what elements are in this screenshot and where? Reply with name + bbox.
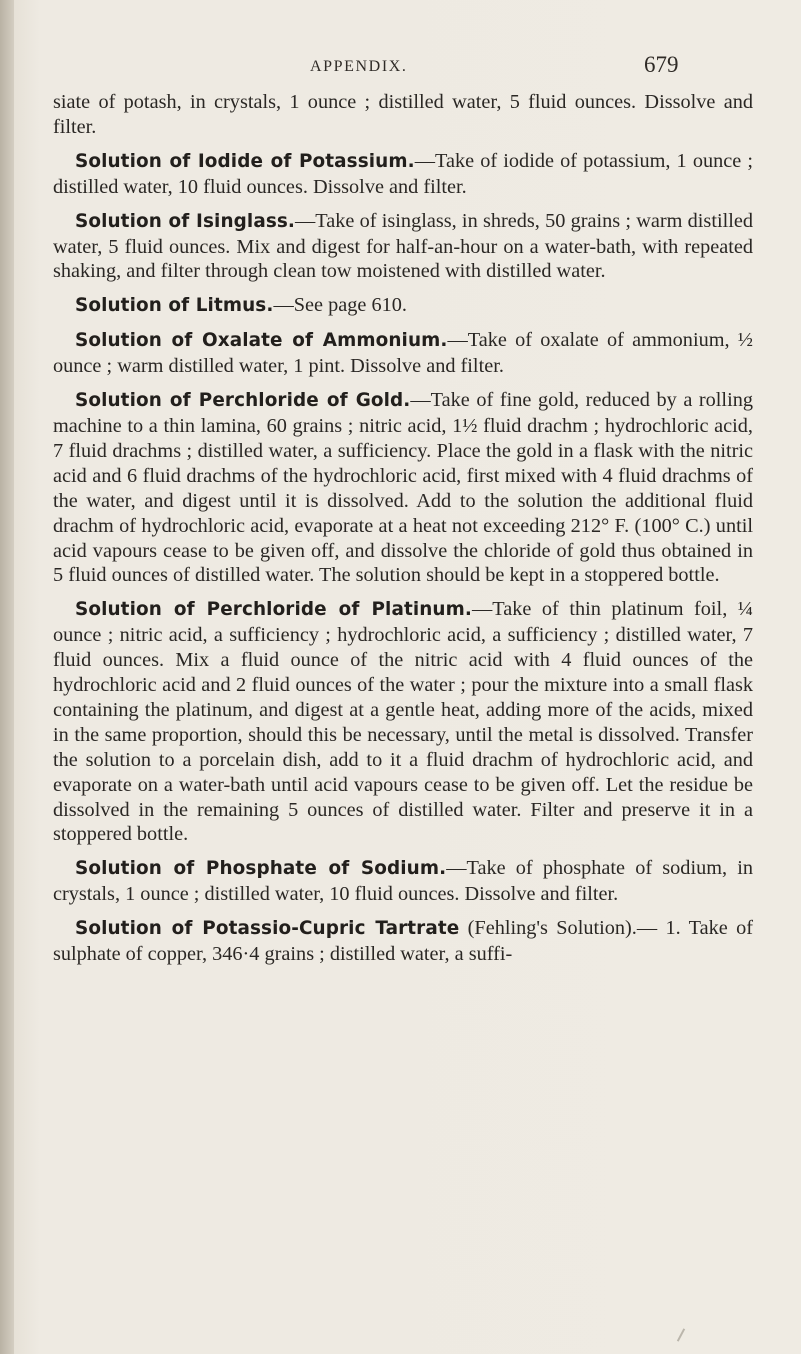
entry-body: —Take of thin platinum foil, ¼ ounce ; nitric acid, a sufficiency ; hydrochloric acid, a sufficiency ; distilled water, 7 fluid ounces. Mix a fluid ounce of the nitric acid with 4 fluid ounces of the hydrochloric acid and 2 fluid ounces of the water ; pour the mixture into a small flask containing the platinum, and digest at a gentle heat, adding more of the acids, mixed in the same proportion, should this be necessary, until the metal is dissolved. Transfer the solution to a porcelain dish, add to it a fluid drachm of hydrochloric acid, and evaporate on a water-bath until acid vapours cease to be given off. Let the residue be dissolved in the remaining 5 ounces of distilled water. Filter and preserve it in a stoppered bottle. (53, 598, 753, 846)
continued-paragraph: siate of potash, in crystals, 1 ounce ; distilled water, 5 fluid ounces. Dissolve and filter. (53, 91, 753, 138)
page-number: 679 (644, 52, 679, 77)
entry-heading: Solution of Potassio-Cupric Tartrate (75, 918, 460, 940)
entry-heading: Solution of Perchloride of Platinum. (75, 599, 472, 621)
binding-edge (0, 0, 14, 1354)
entry-heading: Solution of Litmus. (75, 295, 274, 317)
entry-litmus (53, 293, 753, 319)
entry-body: —Take of isinglass, in shreds, 50 grains ; warm distilled water, 5 fluid ounces. Mix and digest for half-an-hour on a water-bath, with repeated shaking, and filter through clean tow moistened with distilled water. (53, 209, 753, 283)
pencil-mark (677, 1328, 685, 1341)
entry-body: —Take of oxalate of ammonium, ½ ounce ; warm distilled water, 1 pint. Dissolve and filter. (53, 329, 753, 378)
entry-iodide-of-potassium (53, 149, 753, 200)
entry-heading: Solution of Phosphate of Sodium. (75, 858, 447, 880)
entry-phosphate-of-sodium (53, 856, 753, 907)
entry-heading: Solution of Oxalate of Ammonium. (75, 330, 448, 352)
page-text (53, 90, 753, 976)
entry-body: —Take of phosphate of sodium, in crystals, 1 ounce ; distilled water, 10 fluid ounces. Dissolve and filter. (53, 857, 754, 906)
running-title: APPENDIX. (310, 58, 408, 75)
entry-body: —Take of fine gold, reduced by a rolling machine to a thin lamina, 60 grains ; nitric acid, 1½ fluid drachm ; hydrochloric acid, 7 fluid drachms ; distilled water, a sufficiency. Place the gold in a flask with the nitric acid and 6 fluid drachms of the hydrochloric acid, first mixed with 4 fluid drachms of the water, and digest until it is dissolved. Add to the solution the additional fluid drachm of hydrochloric acid, evaporate at a heat not exceeding 212° F. (100° C.) until acid vapours cease to be given off, and dissolve the chloride of gold thus obtained in 5 fluid ounces of distilled water. The solution should be kept in a stoppered bottle. (53, 389, 753, 587)
entry-oxalate-of-ammonium (53, 328, 753, 379)
entry-potassio-cupric-tartrate (53, 916, 753, 967)
entry-perchloride-of-gold (53, 388, 753, 588)
entry-isinglass (53, 209, 753, 285)
entry-heading: Solution of Iodide of Potassium. (75, 150, 415, 172)
entry-heading: Solution of Perchloride of Gold. (75, 390, 411, 412)
entry-body: —Take of iodide of potassium, 1 ounce ; distilled water, 10 fluid ounces. Dissolve and filter. (53, 149, 753, 198)
entry-heading: Solution of Isinglass. (75, 210, 296, 232)
entry-body: (Fehling's Solution).— 1. Take of sulphate of copper, 346·4 grains ; distilled water, a suffi- (53, 917, 753, 966)
entry-body: —See page 610. (273, 294, 407, 317)
running-head (0, 52, 801, 78)
entry-perchloride-of-platinum (53, 597, 753, 847)
